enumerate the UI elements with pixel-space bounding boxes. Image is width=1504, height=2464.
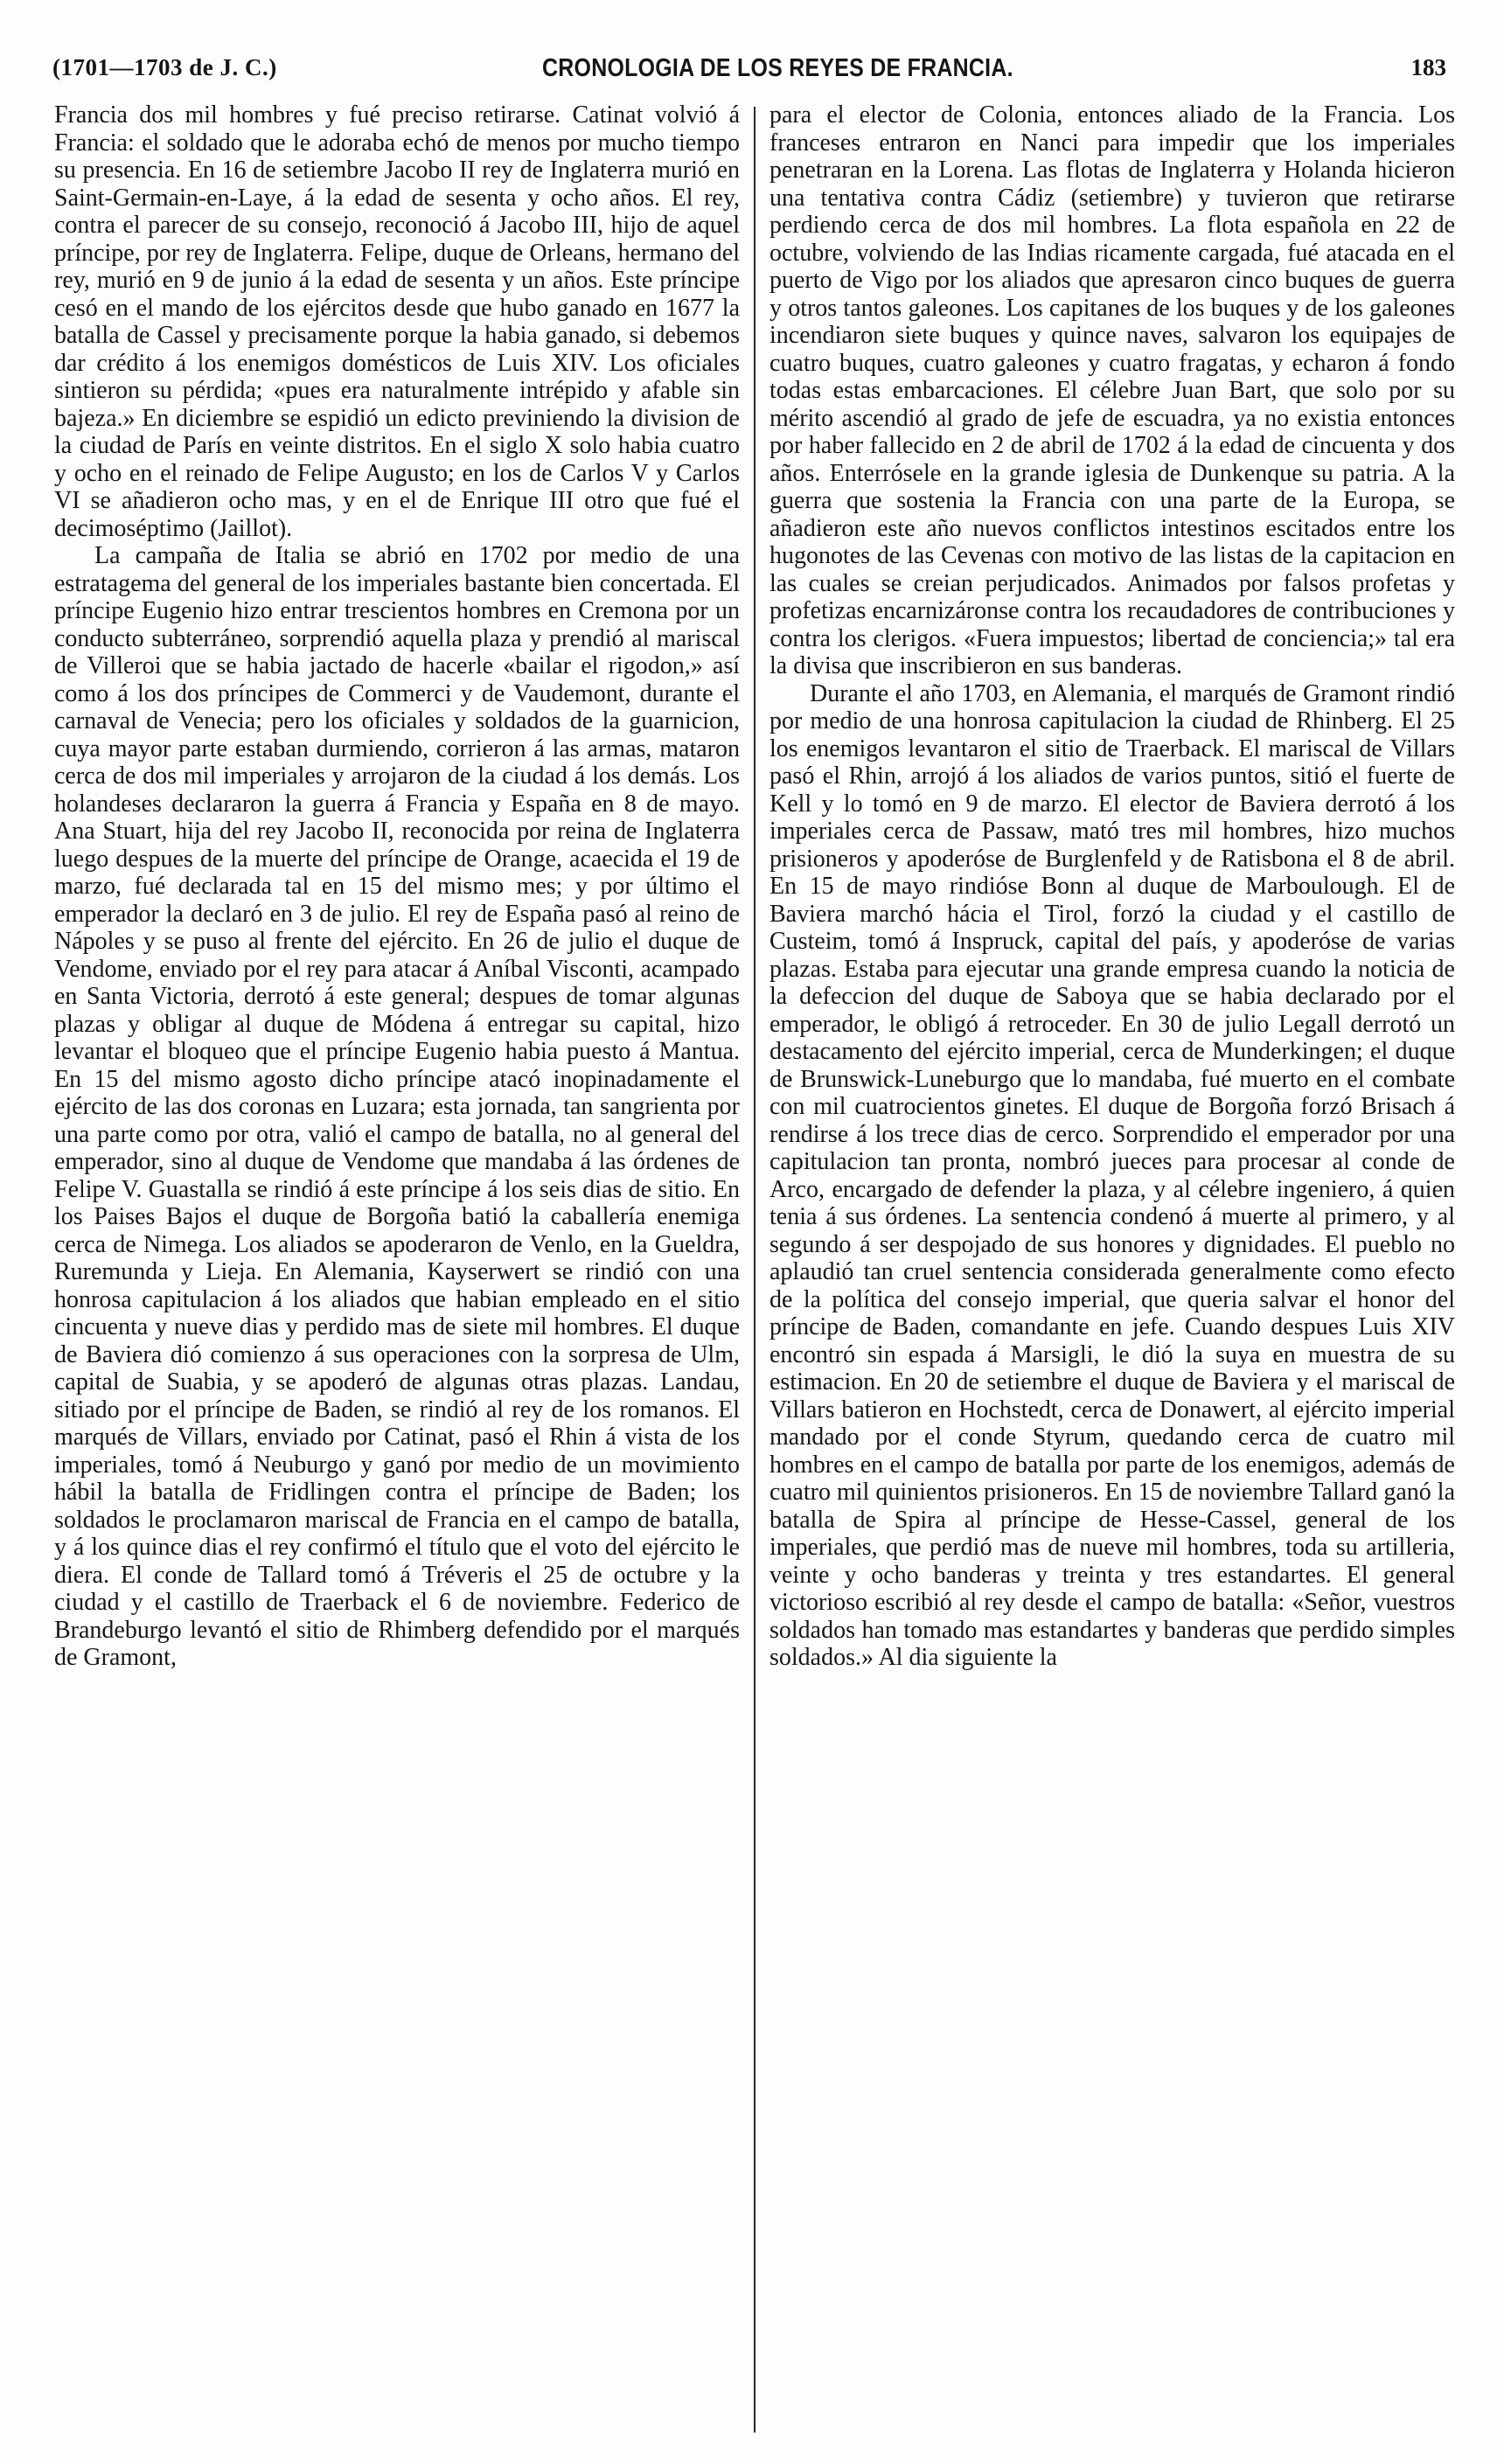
header-title: CRONOLOGIA DE LOS REYES DE FRANCIA.	[542, 54, 1013, 82]
left-paragraph-2: La campaña de Italia se abrió en 1702 por medio de una estratagema del general de los imperiales bastante bien concertada. El príncipe Eugenio hizo entrar trescientos hombres en Cremona por un conducto subterráneo, sorprendió aquella plaza y prendió al mariscal de Villeroi que se habia jactado de hacerle «bailar el rigodon,» así como á los dos príncipes de Commerci y de Vaudemont, durante el carnaval de Venecia; pero los oficiales y soldados de la guarnicion, cuya mayor parte estaban durmiendo, corrieron á las armas, mataron cerca de dos mil imperiales y arrojaron de la ciudad á los demás. Los holandeses declararon la guerra á Francia y España en 8 de mayo. Ana Stuart, hija del rey Jacobo II, reconocida por reina de Inglaterra luego despues de la muerte del príncipe de Orange, acaecida el 19 de marzo, fué declarada tal en 15 del mismo mes; y por último el emperador la declaró en 3 de julio. El rey de España pasó al reino de Nápoles y se puso al frente del ejército. En 26 de julio el duque de Vendome, enviado por el rey para atacar á Aníbal Visconti, acampado en Santa Victoria, derrotó á este general; despues de tomar algunas plazas y obligar al duque de Módena á entregar su capital, hizo levantar el bloqueo que el príncipe Eugenio habia puesto á Mantua. En 15 del mismo agosto dicho príncipe atacó inopinadamente el ejército de las dos coronas en Luzara; esta jornada, tan sangrienta por una parte como por otra, valió el campo de batalla, no al general del emperador, sino al duque de Vendome que mandaba á las órdenes de Felipe V. Guastalla se rindió á este príncipe á los seis dias de sitio. En los Paises Bajos el duque de Borgoña batió la caballería enemiga cerca de Nimega. Los aliados se apoderaron de Venlo, en la Gueldra, Ruremunda y Lieja. En Alemania, Kayserwert se rindió con una honrosa capitulacion á los aliados que habian empleado en el sitio cincuenta y nueve dias y perdido mas de siete mil hombres. El duque de Baviera dió comienzo á sus operaciones con la sorpresa de Ulm, capital de Suabia, y se apoderó de algunas otras plazas. Landau, sitiado por el príncipe de Baden, se rindió al rey de los romanos. El marqués de Villars, enviado por Catinat, pasó el Rhin á vista de los imperiales, tomó á Neuburgo y ganó por medio de un movimiento hábil la batalla de Fridlingen contra el príncipe de Baden; los soldados le proclamaron mariscal de Francia en el campo de batalla, y á los quince dias el rey confirmó el título que el voto del ejército le diera. El conde de Tallard tomó á Tréveris el 25 de octubre y la ciudad y el castillo de Traerback el 6 de noviembre. Federico de Brandeburgo levantó el sitio de Rhimberg defendido por el marqués de Gramont,	[54, 542, 740, 1671]
left-paragraph-1: Francia dos mil hombres y fué preciso retirarse. Catinat volvió á Francia: el soldado que le adoraba echó de menos por mucho tiempo su presencia. En 16 de setiembre Jacobo II rey de Inglaterra murió en Saint-Germain-en-Laye, á la edad de sesenta y ocho años. El rey, contra el parecer de su consejo, reconoció á Jacobo III, hijo de aquel príncipe, por rey de Inglaterra. Felipe, duque de Orleans, hermano del rey, murió en 9 de junio á la edad de sesenta y un años. Este príncipe cesó en el mando de los ejércitos desde que hubo ganado en 1677 la batalla de Cassel y precisamente porque la habia ganado, si debemos dar crédito á los enemigos domésticos de Luis XIV. Los oficiales sintieron su pérdida; «pues era naturalmente intrépido y afable sin bajeza.» En diciembre se espidió un edicto previniendo la division de la ciudad de París en veinte distritos. En el siglo X solo habia cuatro y ocho en el reinado de Felipe Augusto; en los de Carlos V y Carlos VI se añadieron ocho mas, y en el de Enrique III otro que fué el decimoséptimo (Jaillot).	[54, 101, 740, 542]
page-number: 183	[1410, 54, 1446, 80]
column-divider	[754, 107, 755, 2433]
running-header	[52, 54, 1446, 93]
right-paragraph-2: Durante el año 1703, en Alemania, el marqués de Gramont rindió por medio de una honrosa capitulacion la ciudad de Rhinberg. El 25 los enemigos levantaron el sitio de Traerback. El mariscal de Villars pasó el Rhin, arrojó á los aliados de varios puntos, sitió el fuerte de Kell y lo tomó en 9 de marzo. El elector de Baviera derrotó á los imperiales cerca de Passaw, mató tres mil hombres, hizo muchos prisioneros y apoderóse de Burglenfeld y de Ratisbona el 8 de abril. En 15 de mayo rindióse Bonn al duque de Marboulough. El de Baviera marchó hácia el Tirol, forzó la ciudad y el castillo de Custeim, tomó á Inspruck, capital del país, y apoderóse de varias plazas. Estaba para ejecutar una grande empresa cuando la noticia de la defeccion del duque de Saboya que se habia declarado por el emperador, le obligó á retroceder. En 30 de julio Legall derrotó un destacamento del ejército imperial, cerca de Munderkingen; el duque de Brunswick-Luneburgo que lo mandaba, fué muerto en el combate con mil cuatrocientos ginetes. El duque de Borgoña forzó Brisach á rendirse á los trece dias de cerco. Sorprendido el emperador por una capitulacion tan pronta, nombró jueces para procesar al conde de Arco, encargado de defender la plaza, y al célebre ingeniero, á quien tenia á sus órdenes. La sentencia condenó á muerte al primero, y al segundo á ser despojado de sus honores y dignidades. El pueblo no aplaudió tan cruel sentencia considerada generalmente como efecto de la política del consejo imperial, que queria salvar el honor del príncipe de Baden, comandante en jefe. Cuando despues Luis XIV encontró sin espada á Marsigli, le dió la suya en muestra de su estimacion. En 20 de setiembre el duque de Baviera y el mariscal de Villars batieron en Hochstedt, cerca de Donawert, al ejército imperial mandado por el conde Styrum, quedando cerca de cuatro mil hombres en el campo de batalla por parte de los enemigos, además de cuatro mil quinientos prisioneros. En 15 de noviembre Tallard ganó la batalla de Spira al príncipe de Hesse-Cassel, general de los imperiales, que perdió mas de nueve mil hombres, toda su artilleria, veinte y ocho banderas y treinta y tres estandartes. El general victorioso escribió al rey desde el campo de batalla: «Señor, vuestros soldados han tomado mas estandartes y banderas que perdido simples soldados.» Al dia siguiente la	[769, 679, 1455, 1671]
header-date-range: (1701—1703 de J. C.)	[52, 54, 277, 80]
left-column	[54, 101, 740, 1672]
right-column	[769, 101, 1455, 1672]
right-paragraph-1: para el elector de Colonia, entonces aliado de la Francia. Los franceses entraron en Nanci para impedir que los imperiales penetraran en la Lorena. Las flotas de Inglaterra y Holanda hicieron una tentativa contra Cádiz (setiembre) y tuvieron que retirarse perdiendo cerca de dos mil hombres. La flota española en 22 de octubre, volviendo de las Indias ricamente cargada, fué atacada en el puerto de Vigo por los aliados que apresaron cinco buques de guerra y otros tantos galeones. Los capitanes de los buques y de los galeones incendiaron siete buques y quince naves, salvaron los equipajes de cuatro buques, cuatro galeones y cuatro fragatas, y echaron á fondo todas estas embarcaciones. El célebre Juan Bart, que solo por su mérito ascendió al grado de jefe de escuadra, ya no existia entonces por haber fallecido en 2 de abril de 1702 á la edad de cincuenta y dos años. Enterrósele en la grande iglesia de Dunkenque su patria. A la guerra que sostenia la Francia con una parte de la Europa, se añadieron este año nuevos conflictos intestinos escitados entre los hugonotes de las Cevenas con motivo de las listas de la capitacion en las cuales se creian perjudicados. Animados por falsos profetas y profetizas encarnizáronse contra los recaudadores de contribuciones y contra los clerigos. «Fuera impuestos; libertad de conciencia;» tal era la divisa que inscribieron en sus banderas.	[769, 101, 1455, 679]
